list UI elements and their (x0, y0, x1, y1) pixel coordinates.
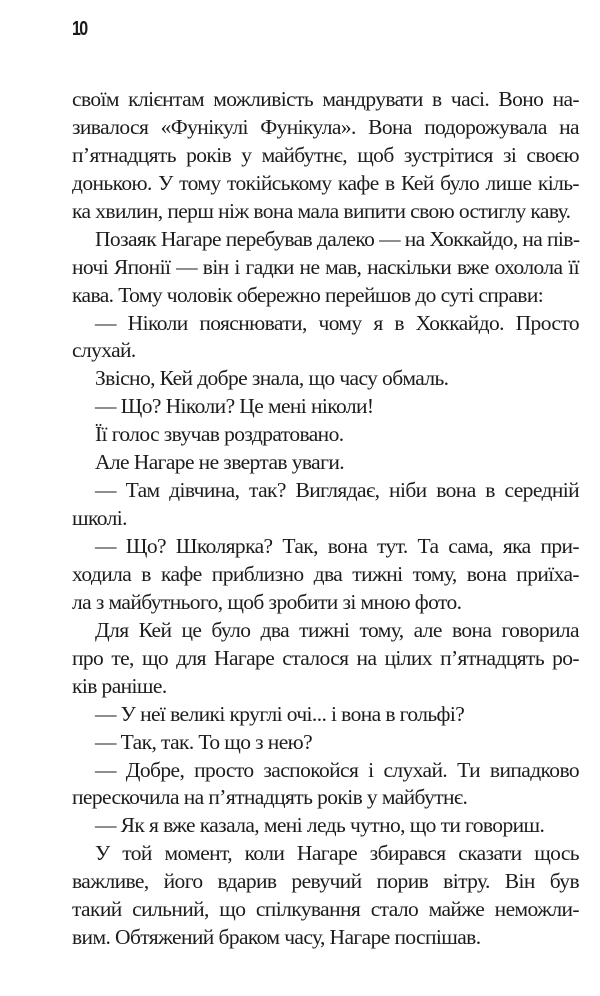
text-line: донькою. У тому токійському кафе в Кей було лише кіль- (72, 170, 579, 195)
text-line: своїм клієнтам можливість мандрувати в часі. Воно на- (72, 87, 579, 111)
text-line: вим. Обтяжений браком часу, Нагаре поспішав. (72, 925, 481, 950)
text-line: — Що? Школярка? Так, вона тут. Та сама, яка при- (95, 534, 579, 558)
text-line: школі. (72, 506, 127, 531)
text-line: Її голос звучав роздратовано. (95, 422, 344, 447)
text-line: — У неї великі круглі очі... і вона в гольфі? (95, 701, 465, 726)
text-line: Для Кей це було два тижні тому, але вона говорила (95, 617, 579, 642)
text-line: важливе, його вдарив ревучий порив вітру. Він був (72, 869, 579, 894)
text-line: перескочила на п’ятнадцять років у майбутнє. (72, 785, 468, 810)
text-line: зивалося «Фунікулі Фунікула». Вона подорожувала на (72, 114, 579, 139)
text-line: про те, що для Нагаре сталося на цілих п’ятнадцять ро- (72, 645, 579, 670)
text-line: У той момент, коли Нагаре збирався сказати щось (95, 841, 579, 866)
body-text (72, 86, 579, 952)
page-number: 10 (72, 18, 87, 40)
text-line: ка хвилин, перш ніж вона мала випити свою остиглу каву. (72, 198, 571, 223)
text-line: слухай. (72, 338, 136, 363)
text-line: — Що? Ніколи? Це мені ніколи! (95, 394, 374, 419)
text-line: Позаяк Нагаре перебував далеко — на Хоккайдо, на пів- (95, 226, 580, 251)
text-line: — Як я вже казала, мені ледь чутно, що ти говориш. (95, 813, 545, 838)
text-line: — Ніколи пояснювати, чому я в Хоккайдо. Просто (95, 310, 579, 335)
text-line: — Так, так. То що з нею? (95, 729, 313, 754)
text-line: Але Нагаре не звертав уваги. (95, 450, 345, 475)
text-line: кава. Тому чоловік обережно перейшов до суті справи: (72, 282, 544, 307)
text-line: такий сильний, що спілкування стало майже неможли- (72, 897, 579, 922)
text-line: — Добре, просто заспокойся і слухай. Ти випадково (95, 757, 579, 782)
text-line: ла з майбутнього, щоб зробити зі мною фото. (72, 589, 462, 614)
text-line: ночі Японії — він і гадки не мав, наскільки вже охолола її (72, 254, 579, 279)
text-line: п’ятнадцять років у майбутнє, щоб зустрітися зі своєю (72, 142, 579, 167)
text-line: Звісно, Кей добре знала, що часу обмаль. (95, 366, 449, 391)
text-line: ходила в кафе приблизно два тижні тому, вона приїха- (72, 561, 579, 586)
text-line: ків раніше. (72, 673, 167, 698)
text-line: — Там дівчина, так? Виглядає, ніби вона в середній (95, 478, 579, 503)
